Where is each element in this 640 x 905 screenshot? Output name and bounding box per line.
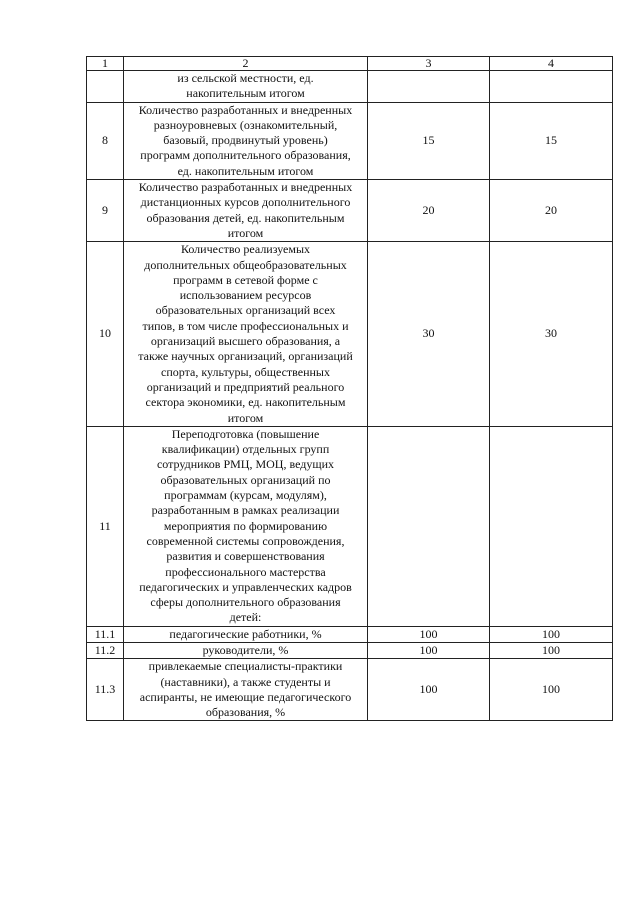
table-header-row	[87, 57, 613, 71]
table-row	[87, 426, 613, 626]
row-number	[87, 71, 124, 103]
row-value-col3: 15	[368, 102, 490, 179]
header-cell-1: 1	[87, 57, 124, 71]
row-value-col3	[368, 426, 490, 626]
row-value-col4: 15	[490, 102, 613, 179]
row-value-col4: 100	[490, 642, 613, 658]
row-value-col4: 100	[490, 659, 613, 721]
table-row	[87, 642, 613, 658]
row-number: 11	[87, 426, 124, 626]
row-number: 11.2	[87, 642, 124, 658]
row-number: 9	[87, 180, 124, 242]
row-description: Количество разработанных и внедренных дистанционных курсов дополнительного образования детей, ед. накопительным итогом	[124, 180, 368, 242]
row-number: 10	[87, 242, 124, 427]
row-description: педагогические работники, %	[124, 626, 368, 642]
header-cell-3: 3	[368, 57, 490, 71]
row-value-col3: 100	[368, 642, 490, 658]
row-value-col4	[490, 426, 613, 626]
row-value-col3: 30	[368, 242, 490, 427]
row-description: Переподготовка (повышение квалификации) отдельных групп сотрудников РМЦ, МОЦ, ведущих образовательных организаций по программам (курсам, модулям), разработанным в рамках реализации мероприятия по формированию современной системы сопровождения, развития и совершенствования профессионального мастерства педагогических и управленческих кадров сферы дополнительного образования детей:	[124, 426, 368, 626]
row-value-col3: 100	[368, 626, 490, 642]
indicators-table	[86, 56, 613, 721]
row-description: привлекаемые специалисты-практики (наставники), а также студенты и аспиранты, не имеющие педагогического образования, %	[124, 659, 368, 721]
row-number: 8	[87, 102, 124, 179]
row-description: руководители, %	[124, 642, 368, 658]
row-description: из сельской местности, ед. накопительным итогом	[124, 71, 368, 103]
table-row	[87, 242, 613, 427]
row-number: 11.3	[87, 659, 124, 721]
row-value-col4: 20	[490, 180, 613, 242]
row-value-col3: 20	[368, 180, 490, 242]
table-row	[87, 180, 613, 242]
row-value-col3: 100	[368, 659, 490, 721]
table-row	[87, 71, 613, 103]
row-value-col3	[368, 71, 490, 103]
row-value-col4: 30	[490, 242, 613, 427]
row-value-col4: 100	[490, 626, 613, 642]
row-value-col4	[490, 71, 613, 103]
header-cell-4: 4	[490, 57, 613, 71]
row-description: Количество разработанных и внедренных разноуровневых (ознакомительный, базовый, продвинутый уровень) программ дополнительного образования, ед. накопительным итогом	[124, 102, 368, 179]
table-row	[87, 626, 613, 642]
row-number: 11.1	[87, 626, 124, 642]
table-row	[87, 102, 613, 179]
row-description: Количество реализуемых дополнительных общеобразовательных программ в сетевой форме с использованием ресурсов образовательных организаций всех типов, в том числе профессиональных и организаций высшего образования, а также научных организаций, организаций спорта, культуры, общественных организаций и предприятий реального сектора экономики, ед. накопительным итогом	[124, 242, 368, 427]
table-row	[87, 659, 613, 721]
header-cell-2: 2	[124, 57, 368, 71]
